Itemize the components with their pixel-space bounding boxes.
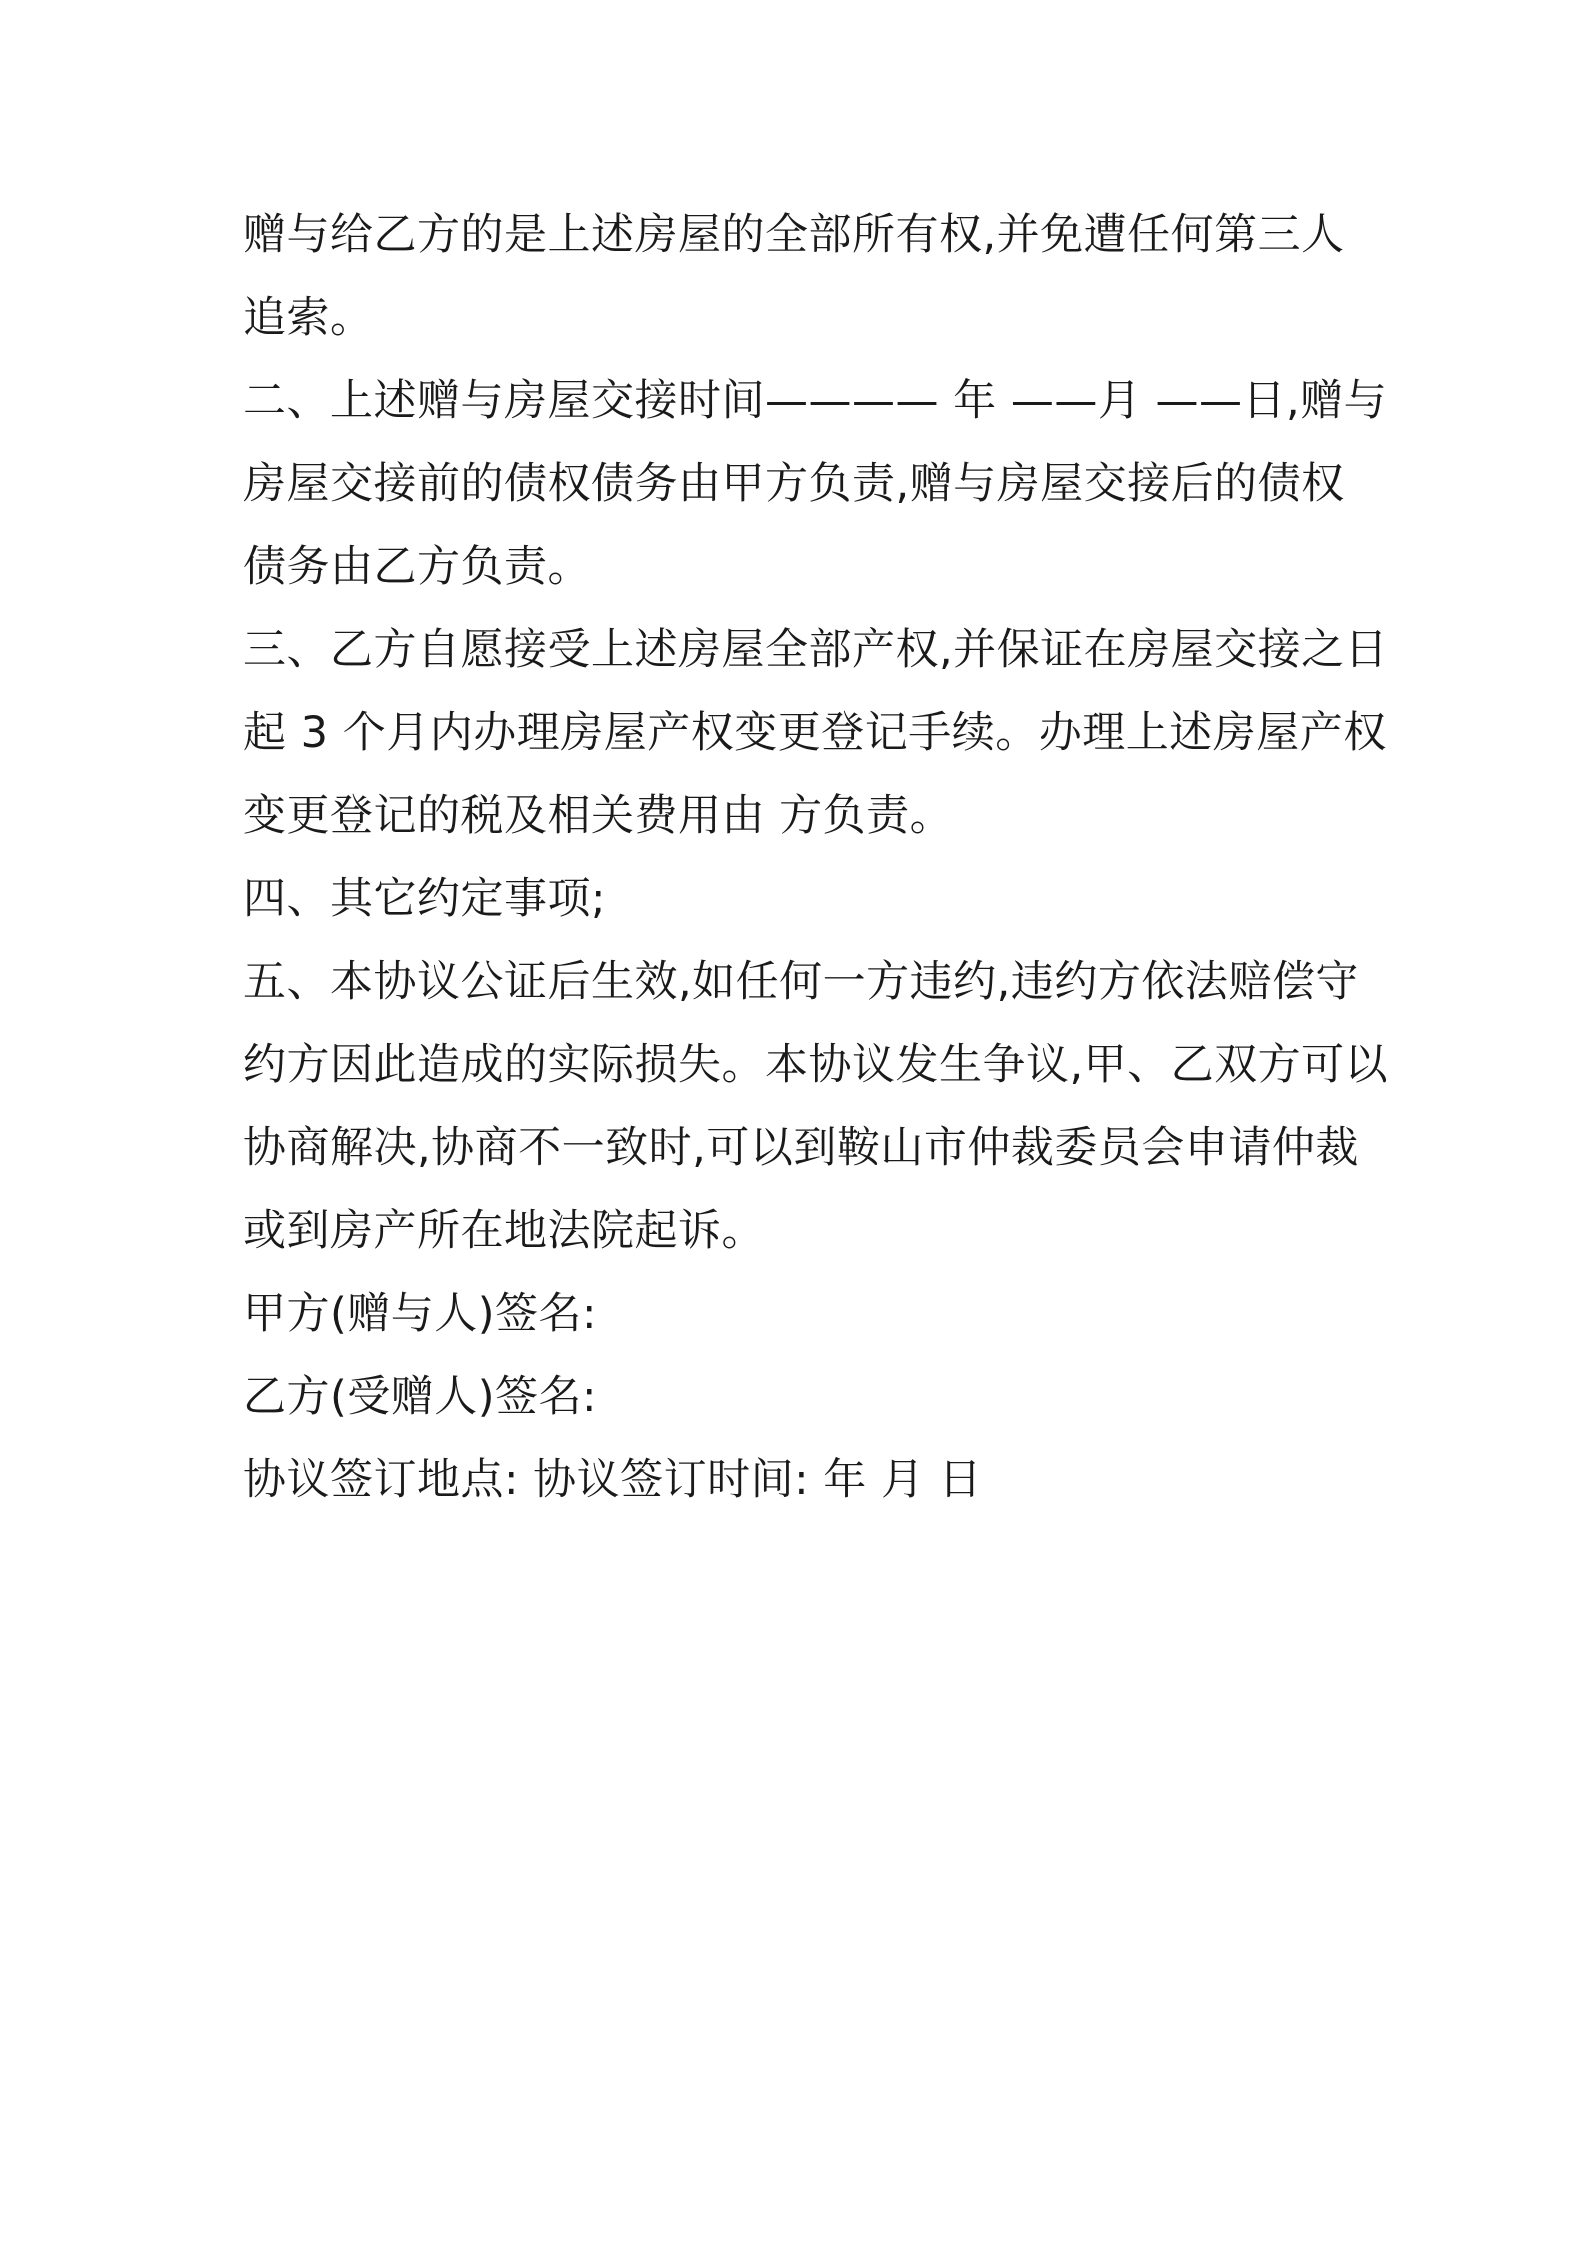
clause-3-line: 三、乙方自愿接受上述房屋全部产权,并保证在房屋交接之日	[243, 625, 1389, 675]
text-line: 房屋交接前的债权债务由甲方负责,赠与房屋交接后的债权	[243, 459, 1345, 509]
document-body	[243, 194, 1389, 1522]
party-b-signature: 乙方(受赠人)签名:	[243, 1372, 598, 1422]
text-line: 起 3 个月内办理房屋产权变更登记手续。办理上述房屋产权	[243, 708, 1387, 758]
text-line: 约方因此造成的实际损失。本协议发生争议,甲、乙双方可以	[243, 1040, 1389, 1090]
text-line: 或到房产所在地法院起诉。	[243, 1206, 765, 1256]
text-line: 赠与给乙方的是上述房屋的全部所有权,并免遭任何第三人	[243, 210, 1345, 260]
clause-2-line: 二、上述赠与房屋交接时间———— 年 ——月 ——日,赠与	[243, 376, 1388, 426]
text-line: 协商解决,协商不一致时,可以到鞍山市仲裁委员会申请仲裁	[243, 1123, 1359, 1173]
text-line: 变更登记的税及相关费用由 方负责。	[243, 791, 954, 841]
clause-4-line: 四、其它约定事项;	[243, 874, 606, 924]
text-line: 追索。	[243, 293, 374, 343]
party-a-signature: 甲方(赠与人)签名:	[243, 1289, 598, 1339]
text-line: 债务由乙方负责。	[243, 542, 591, 592]
signing-place-time: 协议签订地点: 协议签订时间: 年 月 日	[243, 1455, 983, 1505]
clause-5-line: 五、本协议公证后生效,如任何一方违约,违约方依法赔偿守	[243, 957, 1359, 1007]
